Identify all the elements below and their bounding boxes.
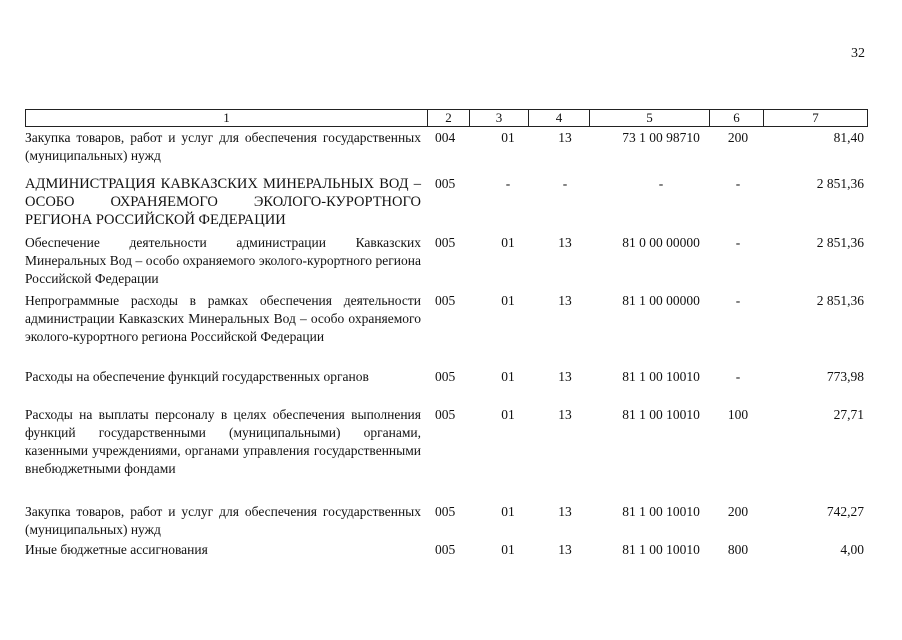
row-code: 005	[435, 542, 456, 557]
row-subsection: 13	[558, 542, 572, 557]
header-col-7: 7	[812, 110, 819, 125]
header-col-4: 4	[529, 110, 590, 126]
row-amount: 81,40	[833, 130, 864, 145]
header-col-3: 3	[470, 110, 529, 126]
page-number: 32	[851, 46, 865, 61]
header-col-2: 2	[428, 110, 470, 126]
row-section: 01	[501, 369, 515, 384]
row-subsection: 13	[558, 407, 572, 422]
row-target: 73 1 00 98710	[622, 130, 700, 145]
row-code: 005	[435, 369, 456, 384]
row-amount: 2 851,36	[816, 293, 864, 308]
row-code: 005	[435, 235, 456, 250]
row-description: АДМИНИСТРАЦИЯ КАВКАЗСКИХ МИНЕРАЛЬНЫХ ВОД – ОСОБО ОХРАНЯЕМОГО ЭКОЛОГО-КУРОРТНОГО РЕГИОНА РОССИЙСКОЙ ФЕДЕРАЦИИ	[25, 176, 421, 228]
row-amount: 2 851,36	[816, 176, 864, 191]
row-target: 81 0 00 00000	[622, 235, 700, 250]
row-section: 01	[501, 407, 515, 422]
header-col-1: 1	[26, 110, 428, 126]
table-header-row	[25, 109, 868, 127]
row-description: Обеспечение деятельности администрации Кавказских Минеральных Вод – особо охраняемого эколого-курортного региона Российской Федерации	[25, 235, 421, 286]
row-target: 81 1 00 10010	[622, 369, 700, 384]
row-subsection: 13	[558, 504, 572, 519]
row-type: 200	[727, 130, 749, 145]
row-code: 005	[435, 407, 456, 422]
row-type: -	[735, 235, 741, 250]
row-type: -	[735, 176, 741, 191]
row-amount: 27,71	[833, 407, 864, 422]
row-type: -	[735, 369, 741, 384]
row-section: 01	[501, 293, 515, 308]
row-section: 01	[501, 130, 515, 145]
row-type: -	[735, 293, 741, 308]
row-type: 100	[727, 407, 749, 422]
header-col-5: 5	[590, 110, 710, 126]
row-code: 004	[435, 130, 456, 145]
row-description: Расходы на выплаты персоналу в целях обеспечения выполнения функций государственными (муниципальными) органами, казенными учреждениями, органами управления государственными внебюджетными фондами	[25, 407, 421, 476]
row-target: 81 1 00 10010	[622, 542, 700, 557]
row-target: 81 1 00 10010	[622, 504, 700, 519]
row-code: 005	[435, 176, 456, 191]
row-section: 01	[501, 235, 515, 250]
row-section: 01	[501, 504, 515, 519]
row-section: -	[505, 176, 511, 191]
row-amount: 4,00	[840, 542, 864, 557]
row-description: Закупка товаров, работ и услуг для обеспечения государственных (муниципальных) нужд	[25, 130, 421, 163]
row-code: 005	[435, 504, 456, 519]
row-type: 200	[727, 504, 749, 519]
row-subsection: 13	[558, 369, 572, 384]
row-subsection: -	[562, 176, 568, 191]
row-subsection: 13	[558, 293, 572, 308]
row-amount: 2 851,36	[816, 235, 864, 250]
row-description: Закупка товаров, работ и услуг для обеспечения государственных (муниципальных) нужд	[25, 504, 421, 537]
row-subsection: 13	[558, 235, 572, 250]
row-amount: 773,98	[826, 369, 864, 384]
row-type: 800	[727, 542, 749, 557]
row-description: Иные бюджетные ассигнования	[25, 542, 208, 557]
header-col-6: 6	[710, 110, 764, 126]
row-section: 01	[501, 542, 515, 557]
row-code: 005	[435, 293, 456, 308]
row-description: Непрограммные расходы в рамках обеспечения деятельности администрации Кавказских Минеральных Вод – особо охраняемого эколого-курортного региона Российской Федерации	[25, 293, 421, 344]
row-target: 81 1 00 10010	[622, 407, 700, 422]
row-subsection: 13	[558, 130, 572, 145]
row-target: 81 1 00 00000	[622, 293, 700, 308]
row-description: Расходы на обеспечение функций государственных органов	[25, 369, 369, 384]
row-amount: 742,27	[826, 504, 864, 519]
row-target: -	[658, 176, 664, 191]
